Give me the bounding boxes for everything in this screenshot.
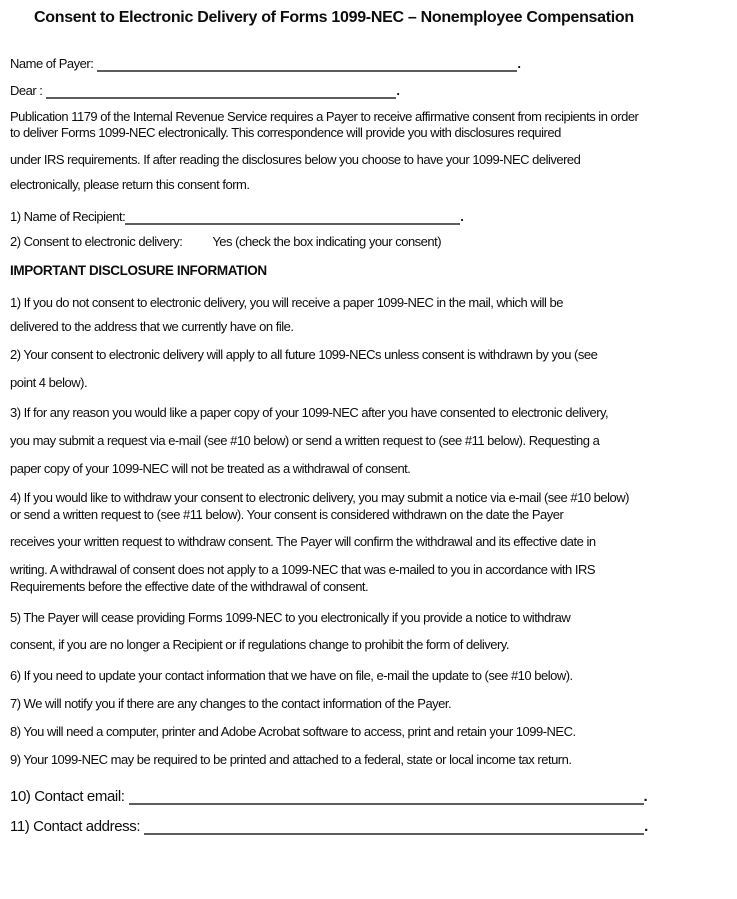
contact-email-blank[interactable] [129,792,644,805]
recipient-field-row [10,209,463,225]
dear-field-row [10,83,400,99]
line-terminator: . [644,818,648,835]
disclosure-line: 4) If you would like to withdraw your consent to electronic delivery, you may submit a notice via e-mail (see #10 below) [10,490,629,505]
recipient-label: 1) Name of Recipient: [10,209,126,224]
disclosure-line: consent, if you are no longer a Recipient or if regulations change to prohibit the form of delivery. [10,637,509,652]
payer-label: Name of Payer: [10,56,94,71]
dear-label: Dear : [10,83,43,98]
disclosure-line: you may submit a request via e-mail (see #10 below) or send a written request to (see #11 below). Requesting a [10,433,600,448]
disclosure-line: 8) You will need a computer, printer and Adobe Acrobat software to access, print and retain your 1099-NEC. [10,724,576,739]
intro-line: electronically, please return this consent form. [10,177,250,192]
disclosure-line: 3) If for any reason you would like a paper copy of your 1099-NEC after you have consented to electronic delivery, [10,405,609,420]
contact-email-row [10,788,647,806]
disclosure-line: 7) We will notify you if there are any changes to the contact information of the Payer. [10,696,452,711]
consent-label: 2) Consent to electronic delivery: [10,234,183,249]
consent-row [10,234,441,250]
intro-line: to deliver Forms 1099-NEC electronically. This correspondence will provide you with disclosures required [10,125,561,140]
disclosure-line: paper copy of your 1099-NEC will not be treated as a withdrawal of consent. [10,461,411,476]
disclosure-line: receives your written request to withdraw consent. The Payer will confirm the withdrawal and its effective date in [10,534,596,549]
payer-field-row [10,56,520,72]
line-terminator: . [396,83,400,98]
line-terminator: . [643,788,648,805]
disclosure-line: Requirements before the effective date of the withdrawal of consent. [10,579,369,594]
contact-address-row [10,818,648,836]
page-title: Consent to Electronic Delivery of Forms 1099-NEC – Nonemployee Compensation [34,9,634,26]
payer-name-blank[interactable] [97,59,517,72]
line-terminator: . [517,56,521,71]
disclosure-line: 1) If you do not consent to electronic delivery, you will receive a paper 1099-NEC in the mail, which will be [10,295,563,310]
contact-address-label: 11) Contact address: [10,818,141,835]
disclosure-line: writing. A withdrawal of consent does not apply to a 1099-NEC that was e-mailed to you in accordance with IRS [10,562,596,577]
dear-name-blank[interactable] [46,86,396,99]
disclosure-line: point 4 below). [10,375,88,390]
contact-address-blank[interactable] [144,822,644,835]
intro-line: Publication 1179 of the Internal Revenue Service requires a Payer to receive affirmative consent from recipients in order [10,109,639,124]
disclosure-line: or send a written request to (see #11 below). Your consent is considered withdrawn on the date the Payer [10,507,564,522]
disclosure-line: 2) Your consent to electronic delivery will apply to all future 1099-NECs unless consent is withdrawn by you (see [10,347,598,362]
disclosure-heading: IMPORTANT DISCLOSURE INFORMATION [10,263,267,278]
intro-line: under IRS requirements. If after reading the disclosures below you choose to have your 1099-NEC delivered [10,152,581,167]
consent-answer: Yes (check the box indicating your consent) [212,234,442,249]
contact-email-label: 10) Contact email: [10,788,125,805]
disclosure-line: 5) The Payer will cease providing Forms 1099-NEC to you electronically if you provide a notice to withdraw [10,610,571,625]
recipient-name-blank[interactable] [125,212,460,225]
line-terminator: . [460,209,464,224]
disclosure-line: 6) If you need to update your contact information that we have on file, e-mail the update to (see #10 below). [10,668,573,683]
disclosure-line: delivered to the address that we currently have on file. [10,319,294,334]
disclosure-line: 9) Your 1099-NEC may be required to be printed and attached to a federal, state or local income tax return. [10,752,572,767]
